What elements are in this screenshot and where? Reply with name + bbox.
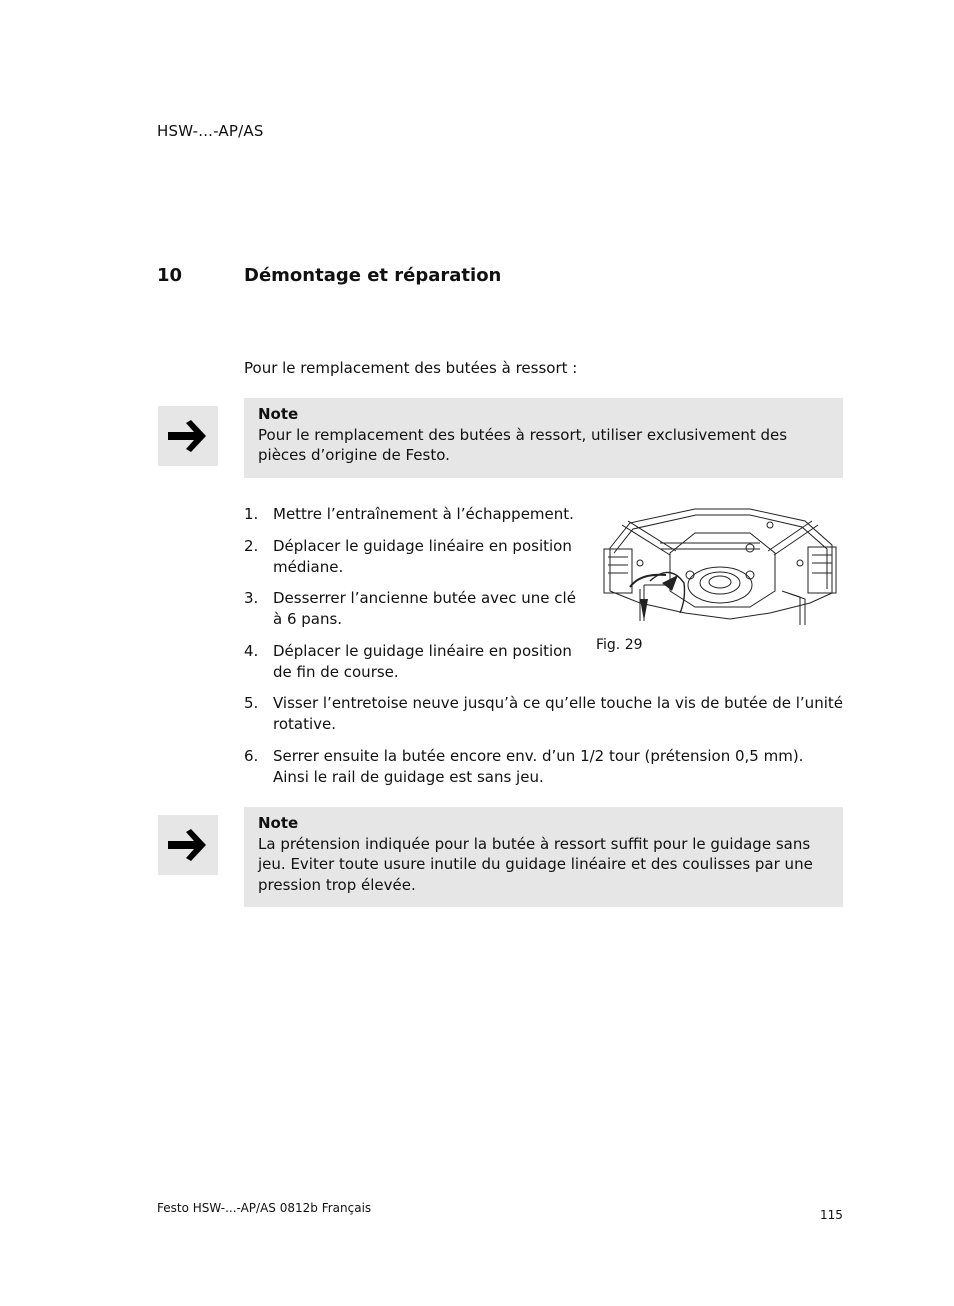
step-number: 3.: [244, 589, 259, 607]
step-2: [244, 536, 574, 577]
step-6: [244, 746, 804, 787]
step-number: 1.: [244, 505, 259, 523]
step-3: [244, 588, 584, 629]
document-header: HSW-...-AP/AS: [157, 122, 264, 140]
note-2-box: [244, 807, 843, 907]
note-1-text: Pour le remplacement des butées à ressort, utiliser exclusivement des pièces d’origine de Festo.: [258, 425, 788, 464]
step-5: [244, 693, 844, 734]
page-number: 115: [820, 1208, 843, 1222]
section-number: 10: [157, 265, 183, 286]
step-1: [244, 504, 584, 525]
step-number: 5.: [244, 694, 259, 712]
step-4: [244, 641, 574, 682]
step-number: 4.: [244, 642, 259, 660]
step-text: Desserrer l’ancienne butée avec une clé à 6 pans.: [273, 589, 576, 628]
section-title: Démontage et réparation: [244, 265, 502, 286]
arrow-right-icon: [166, 827, 210, 863]
step-text: Serrer ensuite la butée encore env. d’un 1/2 tour (prétension 0,5 mm). Ainsi le rail de guidage est sans jeu.: [273, 747, 804, 786]
intro-text: Pour le remplacement des butées à ressort :: [244, 359, 578, 377]
footer-doc-info: Festo HSW-...-AP/AS 0812b Français: [157, 1201, 372, 1215]
note-2-icon-box: [158, 815, 218, 875]
note-1-icon-box: [158, 406, 218, 466]
note-2-title: Note: [258, 814, 299, 832]
figure-caption: Fig. 29: [596, 637, 643, 653]
note-1-box: [244, 398, 843, 478]
step-text: Visser l’entretoise neuve jusqu’à ce qu’elle touche la vis de butée de l’unité rotative.: [273, 694, 843, 733]
step-text: Déplacer le guidage linéaire en position de fin de course.: [273, 642, 572, 681]
note-1-title: Note: [258, 405, 299, 423]
figure-29-drawing: [600, 503, 840, 629]
step-number: 2.: [244, 537, 259, 555]
arrow-right-icon: [166, 418, 210, 454]
step-number: 6.: [244, 747, 259, 765]
step-text: Déplacer le guidage linéaire en position médiane.: [273, 537, 572, 576]
step-text: Mettre l’entraînement à l’échappement.: [273, 505, 574, 523]
note-2-text: La prétension indiquée pour la butée à ressort suffit pour le guidage sans jeu. Eviter toute usure inutile du guidage linéaire et des coulisses par une pression trop élevée.: [258, 834, 813, 894]
